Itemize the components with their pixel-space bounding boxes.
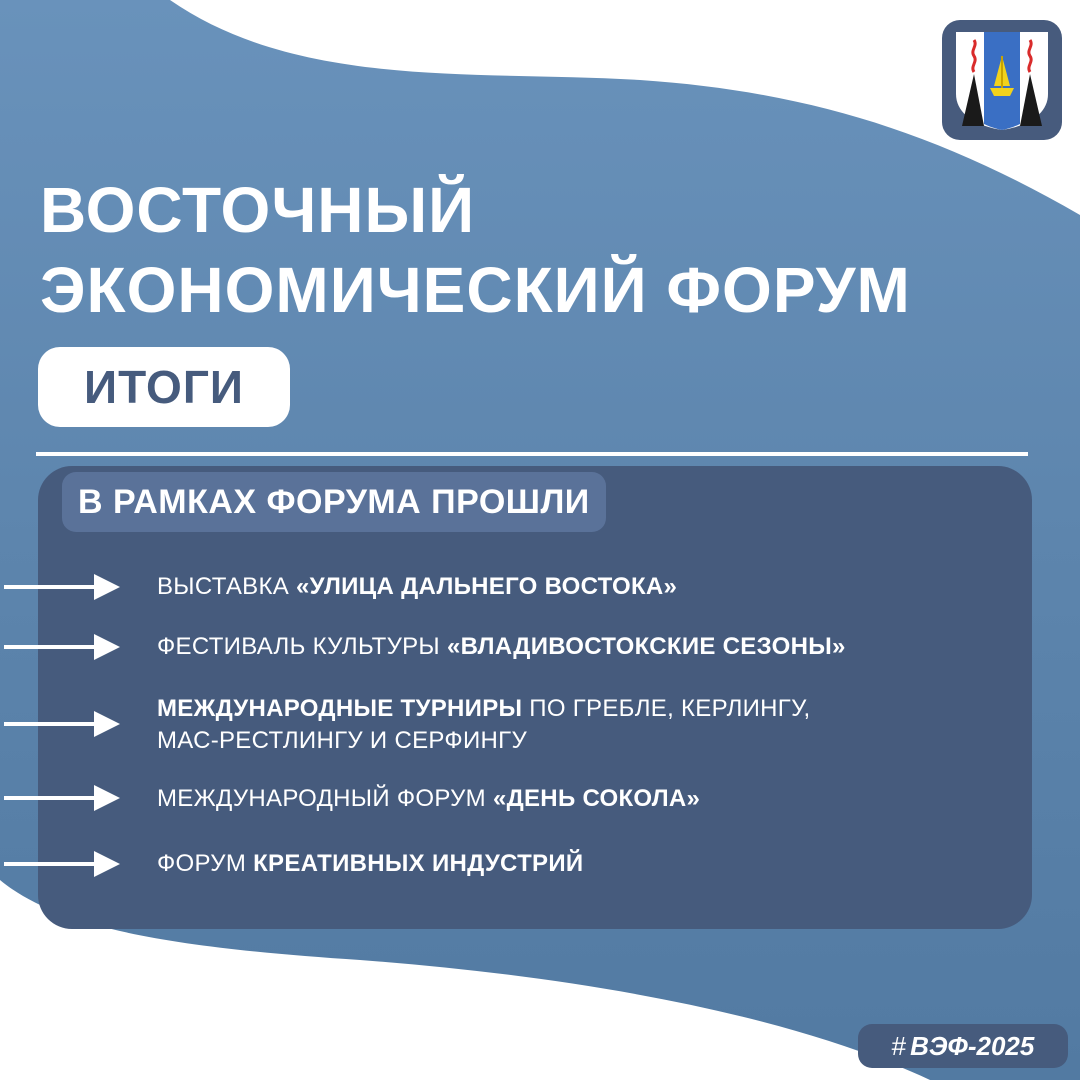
- arrow-icon: [4, 632, 120, 662]
- title-line-1: ВОСТОЧНЫЙ: [40, 174, 476, 246]
- page-title: [40, 170, 940, 330]
- hashtag-badge: [858, 1024, 1068, 1068]
- list-item: МЕЖДУНАРОДНЫЕ ТУРНИРЫ ПО ГРЕБЛЕ, КЕРЛИНГУ, МАС-РЕСТЛИНГУ И СЕРФИНГУ: [157, 695, 811, 754]
- sakhalin-coat-of-arms-icon: [950, 28, 1054, 132]
- arrow-icon: [4, 849, 120, 879]
- arrow-icon: [4, 572, 120, 602]
- panel-heading: В РАМКАХ ФОРУМА ПРОШЛИ: [62, 472, 606, 532]
- title-line-2: ЭКОНОМИЧЕСКИЙ ФОРУМ: [40, 254, 911, 326]
- list-item: ФЕСТИВАЛЬ КУЛЬТУРЫ «ВЛАДИВОСТОКСКИЕ СЕЗОНЫ»: [157, 633, 846, 660]
- divider-line: [36, 452, 1028, 456]
- coat-of-arms-emblem: [942, 20, 1062, 140]
- hashtag-text: ВЭФ-2025: [910, 1031, 1035, 1061]
- list-item: ФОРУМ КРЕАТИВНЫХ ИНДУСТРИЙ: [157, 850, 584, 877]
- list-item: МЕЖДУНАРОДНЫЙ ФОРУМ «ДЕНЬ СОКОЛА»: [157, 785, 701, 812]
- list-item: ВЫСТАВКА «УЛИЦА ДАЛЬНЕГО ВОСТОКА»: [157, 573, 678, 600]
- arrow-icon: [4, 783, 120, 813]
- results-badge: ИТОГИ: [38, 347, 290, 427]
- arrow-icon: [4, 709, 120, 739]
- hashtag-symbol: #: [891, 1031, 907, 1061]
